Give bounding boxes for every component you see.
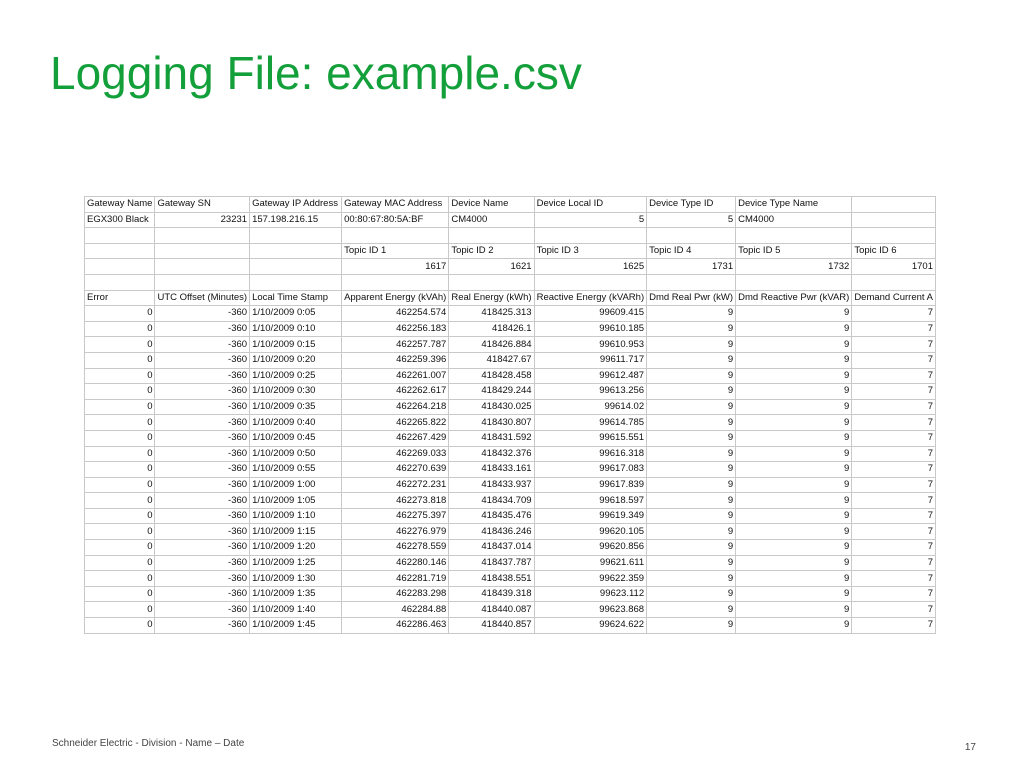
table-cell: 99623.112 [534,586,647,602]
table-cell: 9 [736,399,852,415]
table-cell: Topic ID 4 [647,243,736,259]
table-cell: -360 [155,540,250,556]
spreadsheet-table [84,196,936,634]
table-cell: 9 [736,571,852,587]
table-cell: Topic ID 3 [534,243,647,259]
table-cell: 1731 [647,259,736,275]
table-cell: 9 [736,540,852,556]
table-cell: 462269.033 [342,446,449,462]
table-cell: 462256.183 [342,321,449,337]
table-row [85,290,936,306]
table-cell: 1617 [342,259,449,275]
table-row [85,586,936,602]
table-cell: 99611.717 [534,352,647,368]
table-cell: 7 [852,540,936,556]
table-cell: -360 [155,477,250,493]
table-cell: 7 [852,399,936,415]
table-row [85,384,936,400]
table-cell: 9 [647,571,736,587]
table-cell: 9 [647,493,736,509]
table-cell: 462261.007 [342,368,449,384]
table-cell: 462272.231 [342,477,449,493]
table-cell: 0 [85,524,155,540]
table-cell: 00:80:67:80:5A:BF [342,212,449,228]
table-cell: 9 [736,524,852,540]
table-row [85,212,936,228]
table-cell: 418429.244 [449,384,534,400]
table-cell: 418426.1 [449,321,534,337]
table-cell: 7 [852,555,936,571]
table-cell: 418437.787 [449,555,534,571]
table-cell: 99618.597 [534,493,647,509]
table-cell: 1/10/2009 1:00 [250,477,342,493]
table-cell [85,243,155,259]
table-cell: 418428.458 [449,368,534,384]
footer-text: Schneider Electric - Division - Name – Date [52,738,245,749]
table-cell: 462280.146 [342,555,449,571]
table-cell: 7 [852,384,936,400]
table-cell: Local Time Stamp [250,290,342,306]
table-cell: -360 [155,384,250,400]
table-cell: 99614.785 [534,415,647,431]
table-cell: -360 [155,352,250,368]
table-cell: -360 [155,462,250,478]
table-cell: 9 [647,555,736,571]
table-cell: 462264.218 [342,399,449,415]
table-cell: EGX300 Black [85,212,155,228]
table-cell: 9 [736,508,852,524]
table-cell: 0 [85,399,155,415]
table-cell: 462286.463 [342,618,449,634]
table-cell [736,274,852,290]
table-cell: 0 [85,571,155,587]
table-row [85,352,936,368]
table-cell: 5 [534,212,647,228]
table-cell: 462273.818 [342,493,449,509]
table-cell: 1/10/2009 0:20 [250,352,342,368]
table-cell: 1/10/2009 1:35 [250,586,342,602]
table-cell: 9 [647,586,736,602]
table-cell: 1/10/2009 0:10 [250,321,342,337]
table-cell: 1/10/2009 1:45 [250,618,342,634]
table-cell [155,259,250,275]
table-cell [155,274,250,290]
table-cell: 99610.953 [534,337,647,353]
table-cell: 9 [736,493,852,509]
table-cell: 418435.476 [449,508,534,524]
table-cell [250,243,342,259]
table-cell: -360 [155,618,250,634]
table-cell: 9 [736,415,852,431]
table-cell: 1/10/2009 1:10 [250,508,342,524]
table-cell: 9 [647,618,736,634]
table-cell: 9 [736,586,852,602]
table-cell: -360 [155,368,250,384]
table-cell: 99621.611 [534,555,647,571]
table-cell: 0 [85,540,155,556]
table-cell: 0 [85,508,155,524]
table-cell: 1/10/2009 1:15 [250,524,342,540]
table-cell [250,274,342,290]
table-cell: 9 [647,306,736,322]
table-cell: 9 [647,430,736,446]
table-cell: 462284.88 [342,602,449,618]
table-cell: 7 [852,618,936,634]
table-cell: 462276.979 [342,524,449,540]
table-cell: Reactive Energy (kVARh) [534,290,647,306]
table-row [85,228,936,244]
table-cell: 418427.67 [449,352,534,368]
table-cell: 99609.415 [534,306,647,322]
table-cell: 462265.822 [342,415,449,431]
table-cell [852,197,936,213]
table-cell: 0 [85,321,155,337]
table-row [85,321,936,337]
table-row [85,337,936,353]
table-cell: 7 [852,493,936,509]
table-cell [250,259,342,275]
table-cell: CM4000 [449,212,534,228]
table-cell: 418440.857 [449,618,534,634]
table-cell: Topic ID 2 [449,243,534,259]
table-cell: 418430.025 [449,399,534,415]
table-cell: 99613.256 [534,384,647,400]
table-cell [85,259,155,275]
table-cell: 462283.298 [342,586,449,602]
table-cell: 1/10/2009 0:05 [250,306,342,322]
table-cell: 99620.856 [534,540,647,556]
table-cell: 1/10/2009 0:15 [250,337,342,353]
table-cell: -360 [155,306,250,322]
table-cell: -360 [155,586,250,602]
table-row [85,306,936,322]
table-cell: 418439.318 [449,586,534,602]
table-row [85,571,936,587]
table-cell: Demand Current A [852,290,936,306]
table-cell: 7 [852,368,936,384]
table-cell: 99617.083 [534,462,647,478]
slide-title: Logging File: example.csv [50,47,582,99]
table-cell: Gateway MAC Address [342,197,449,213]
table-cell: 0 [85,352,155,368]
table-cell: CM4000 [736,212,852,228]
table-row [85,415,936,431]
table-row [85,446,936,462]
table-row [85,399,936,415]
table-cell: 1/10/2009 0:50 [250,446,342,462]
table-cell: 9 [647,321,736,337]
table-cell: -360 [155,321,250,337]
table-cell: Device Type Name [736,197,852,213]
table-row [85,508,936,524]
table-cell: 0 [85,602,155,618]
table-cell [449,228,534,244]
table-cell: 99616.318 [534,446,647,462]
table-cell: 9 [736,446,852,462]
table-cell: 1625 [534,259,647,275]
table-cell: 7 [852,586,936,602]
table-cell: 0 [85,337,155,353]
table-cell: 1/10/2009 0:45 [250,430,342,446]
table-cell: Gateway IP Address [250,197,342,213]
table-cell: Apparent Energy (kVAh) [342,290,449,306]
table-cell: -360 [155,524,250,540]
table-cell: 9 [736,368,852,384]
table-row [85,430,936,446]
table-cell: 9 [647,352,736,368]
table-cell: Gateway SN [155,197,250,213]
table-cell: 0 [85,430,155,446]
table-cell [85,228,155,244]
table-cell: 462262.617 [342,384,449,400]
table-cell [534,274,647,290]
table-cell: 9 [647,337,736,353]
table-cell [342,228,449,244]
table-cell: 5 [647,212,736,228]
table-cell: Error [85,290,155,306]
table-cell: 418436.246 [449,524,534,540]
table-cell: 462270.639 [342,462,449,478]
table-cell [647,228,736,244]
table-cell: 9 [647,540,736,556]
page-number: 17 [964,742,976,753]
table-cell: Real Energy (kWh) [449,290,534,306]
table-cell: Topic ID 5 [736,243,852,259]
table-cell [155,228,250,244]
table-cell [736,228,852,244]
table-row [85,197,936,213]
table-cell: 1/10/2009 1:20 [250,540,342,556]
table-cell: 9 [736,384,852,400]
table-cell: 9 [736,602,852,618]
table-cell: 418432.376 [449,446,534,462]
table-cell: 418440.087 [449,602,534,618]
table-cell [155,243,250,259]
table-cell: Device Local ID [534,197,647,213]
table-cell: 99614.02 [534,399,647,415]
table-cell: -360 [155,571,250,587]
table-cell: 0 [85,415,155,431]
table-cell: 1701 [852,259,936,275]
table-cell: 99624.622 [534,618,647,634]
table-cell: 9 [647,524,736,540]
table-row [85,493,936,509]
table-cell: 9 [736,555,852,571]
table-cell [647,274,736,290]
table-cell: 23231 [155,212,250,228]
table-row [85,618,936,634]
table-row [85,540,936,556]
table-cell: 9 [647,399,736,415]
table-cell: 418433.937 [449,477,534,493]
table-cell: UTC Offset (Minutes) [155,290,250,306]
table-cell: 0 [85,446,155,462]
table-cell: 1/10/2009 1:30 [250,571,342,587]
table-cell: 9 [736,321,852,337]
table-cell [342,274,449,290]
table-cell: 462254.574 [342,306,449,322]
table-row [85,555,936,571]
table-cell: 462281.719 [342,571,449,587]
table-cell: 0 [85,477,155,493]
table-cell: 462275.397 [342,508,449,524]
table-cell: 7 [852,352,936,368]
table-cell: 1621 [449,259,534,275]
table-cell: 1/10/2009 0:55 [250,462,342,478]
table-cell: 9 [647,384,736,400]
table-cell: 1/10/2009 1:05 [250,493,342,509]
table-row [85,368,936,384]
table-cell: Device Type ID [647,197,736,213]
table-cell [449,274,534,290]
table-cell: -360 [155,337,250,353]
table-cell [852,274,936,290]
table-cell: 9 [647,368,736,384]
table-cell: 9 [736,462,852,478]
table-cell: 418438.551 [449,571,534,587]
table-row [85,602,936,618]
table-cell: Dmd Reactive Pwr (kVAR) [736,290,852,306]
table-cell [250,228,342,244]
table-cell: 99620.105 [534,524,647,540]
table-cell: 7 [852,524,936,540]
table-cell: -360 [155,399,250,415]
table-cell: 418426.884 [449,337,534,353]
table-cell: 9 [736,477,852,493]
table-cell: 9 [736,618,852,634]
table-cell: 9 [647,602,736,618]
table-cell: 99610.185 [534,321,647,337]
table-cell: 1/10/2009 1:40 [250,602,342,618]
table-cell: Topic ID 1 [342,243,449,259]
table-cell: 0 [85,493,155,509]
table-cell [85,274,155,290]
table-cell [852,228,936,244]
table-cell: 99622.359 [534,571,647,587]
table-cell: 9 [736,337,852,353]
table-cell [534,228,647,244]
table-cell: Device Name [449,197,534,213]
table-cell: 9 [647,446,736,462]
table-cell: 7 [852,571,936,587]
table-cell: 7 [852,321,936,337]
table-cell: -360 [155,415,250,431]
table-cell: -360 [155,430,250,446]
table-cell: 1/10/2009 0:25 [250,368,342,384]
table-cell: Topic ID 6 [852,243,936,259]
table-cell [852,212,936,228]
spreadsheet-image [84,196,936,634]
table-cell: 9 [736,352,852,368]
table-cell: 418430.807 [449,415,534,431]
table-cell: 1/10/2009 0:35 [250,399,342,415]
table-cell: 462259.396 [342,352,449,368]
table-cell: 7 [852,602,936,618]
table-row [85,462,936,478]
table-cell: 7 [852,508,936,524]
table-cell: 9 [647,508,736,524]
table-cell: 7 [852,477,936,493]
table-cell: -360 [155,508,250,524]
table-cell: 99617.839 [534,477,647,493]
table-cell: 99612.487 [534,368,647,384]
table-cell: 99623.868 [534,602,647,618]
table-cell: 0 [85,555,155,571]
table-row [85,477,936,493]
table-cell: 9 [736,306,852,322]
table-row [85,274,936,290]
table-cell: -360 [155,602,250,618]
table-cell: 1/10/2009 0:40 [250,415,342,431]
table-cell: 418434.709 [449,493,534,509]
table-row [85,243,936,259]
table-cell: -360 [155,446,250,462]
table-cell: 0 [85,368,155,384]
table-cell: 99619.349 [534,508,647,524]
table-cell: 418431.592 [449,430,534,446]
table-cell: -360 [155,555,250,571]
table-cell: 7 [852,446,936,462]
table-cell: Gateway Name [85,197,155,213]
table-row [85,259,936,275]
table-cell: 1732 [736,259,852,275]
table-cell: 99615.551 [534,430,647,446]
table-cell: 462267.429 [342,430,449,446]
table-cell: 462257.787 [342,337,449,353]
table-cell: 462278.559 [342,540,449,556]
table-cell: 7 [852,415,936,431]
table-cell: 157.198.216.15 [250,212,342,228]
table-cell: 1/10/2009 1:25 [250,555,342,571]
table-cell: 7 [852,337,936,353]
table-cell: 0 [85,462,155,478]
table-cell: 418425.313 [449,306,534,322]
table-cell: 9 [647,462,736,478]
table-cell: 9 [736,430,852,446]
table-cell: 9 [647,477,736,493]
table-cell: 7 [852,462,936,478]
table-cell: 7 [852,430,936,446]
table-cell: 0 [85,618,155,634]
table-cell: -360 [155,493,250,509]
table-cell: 0 [85,384,155,400]
table-cell: 9 [647,415,736,431]
table-row [85,524,936,540]
table-cell: 418433.161 [449,462,534,478]
table-cell: 0 [85,306,155,322]
table-cell: 7 [852,306,936,322]
table-cell: Dmd Real Pwr (kW) [647,290,736,306]
table-cell: 418437.014 [449,540,534,556]
table-cell: 1/10/2009 0:30 [250,384,342,400]
table-cell: 0 [85,586,155,602]
